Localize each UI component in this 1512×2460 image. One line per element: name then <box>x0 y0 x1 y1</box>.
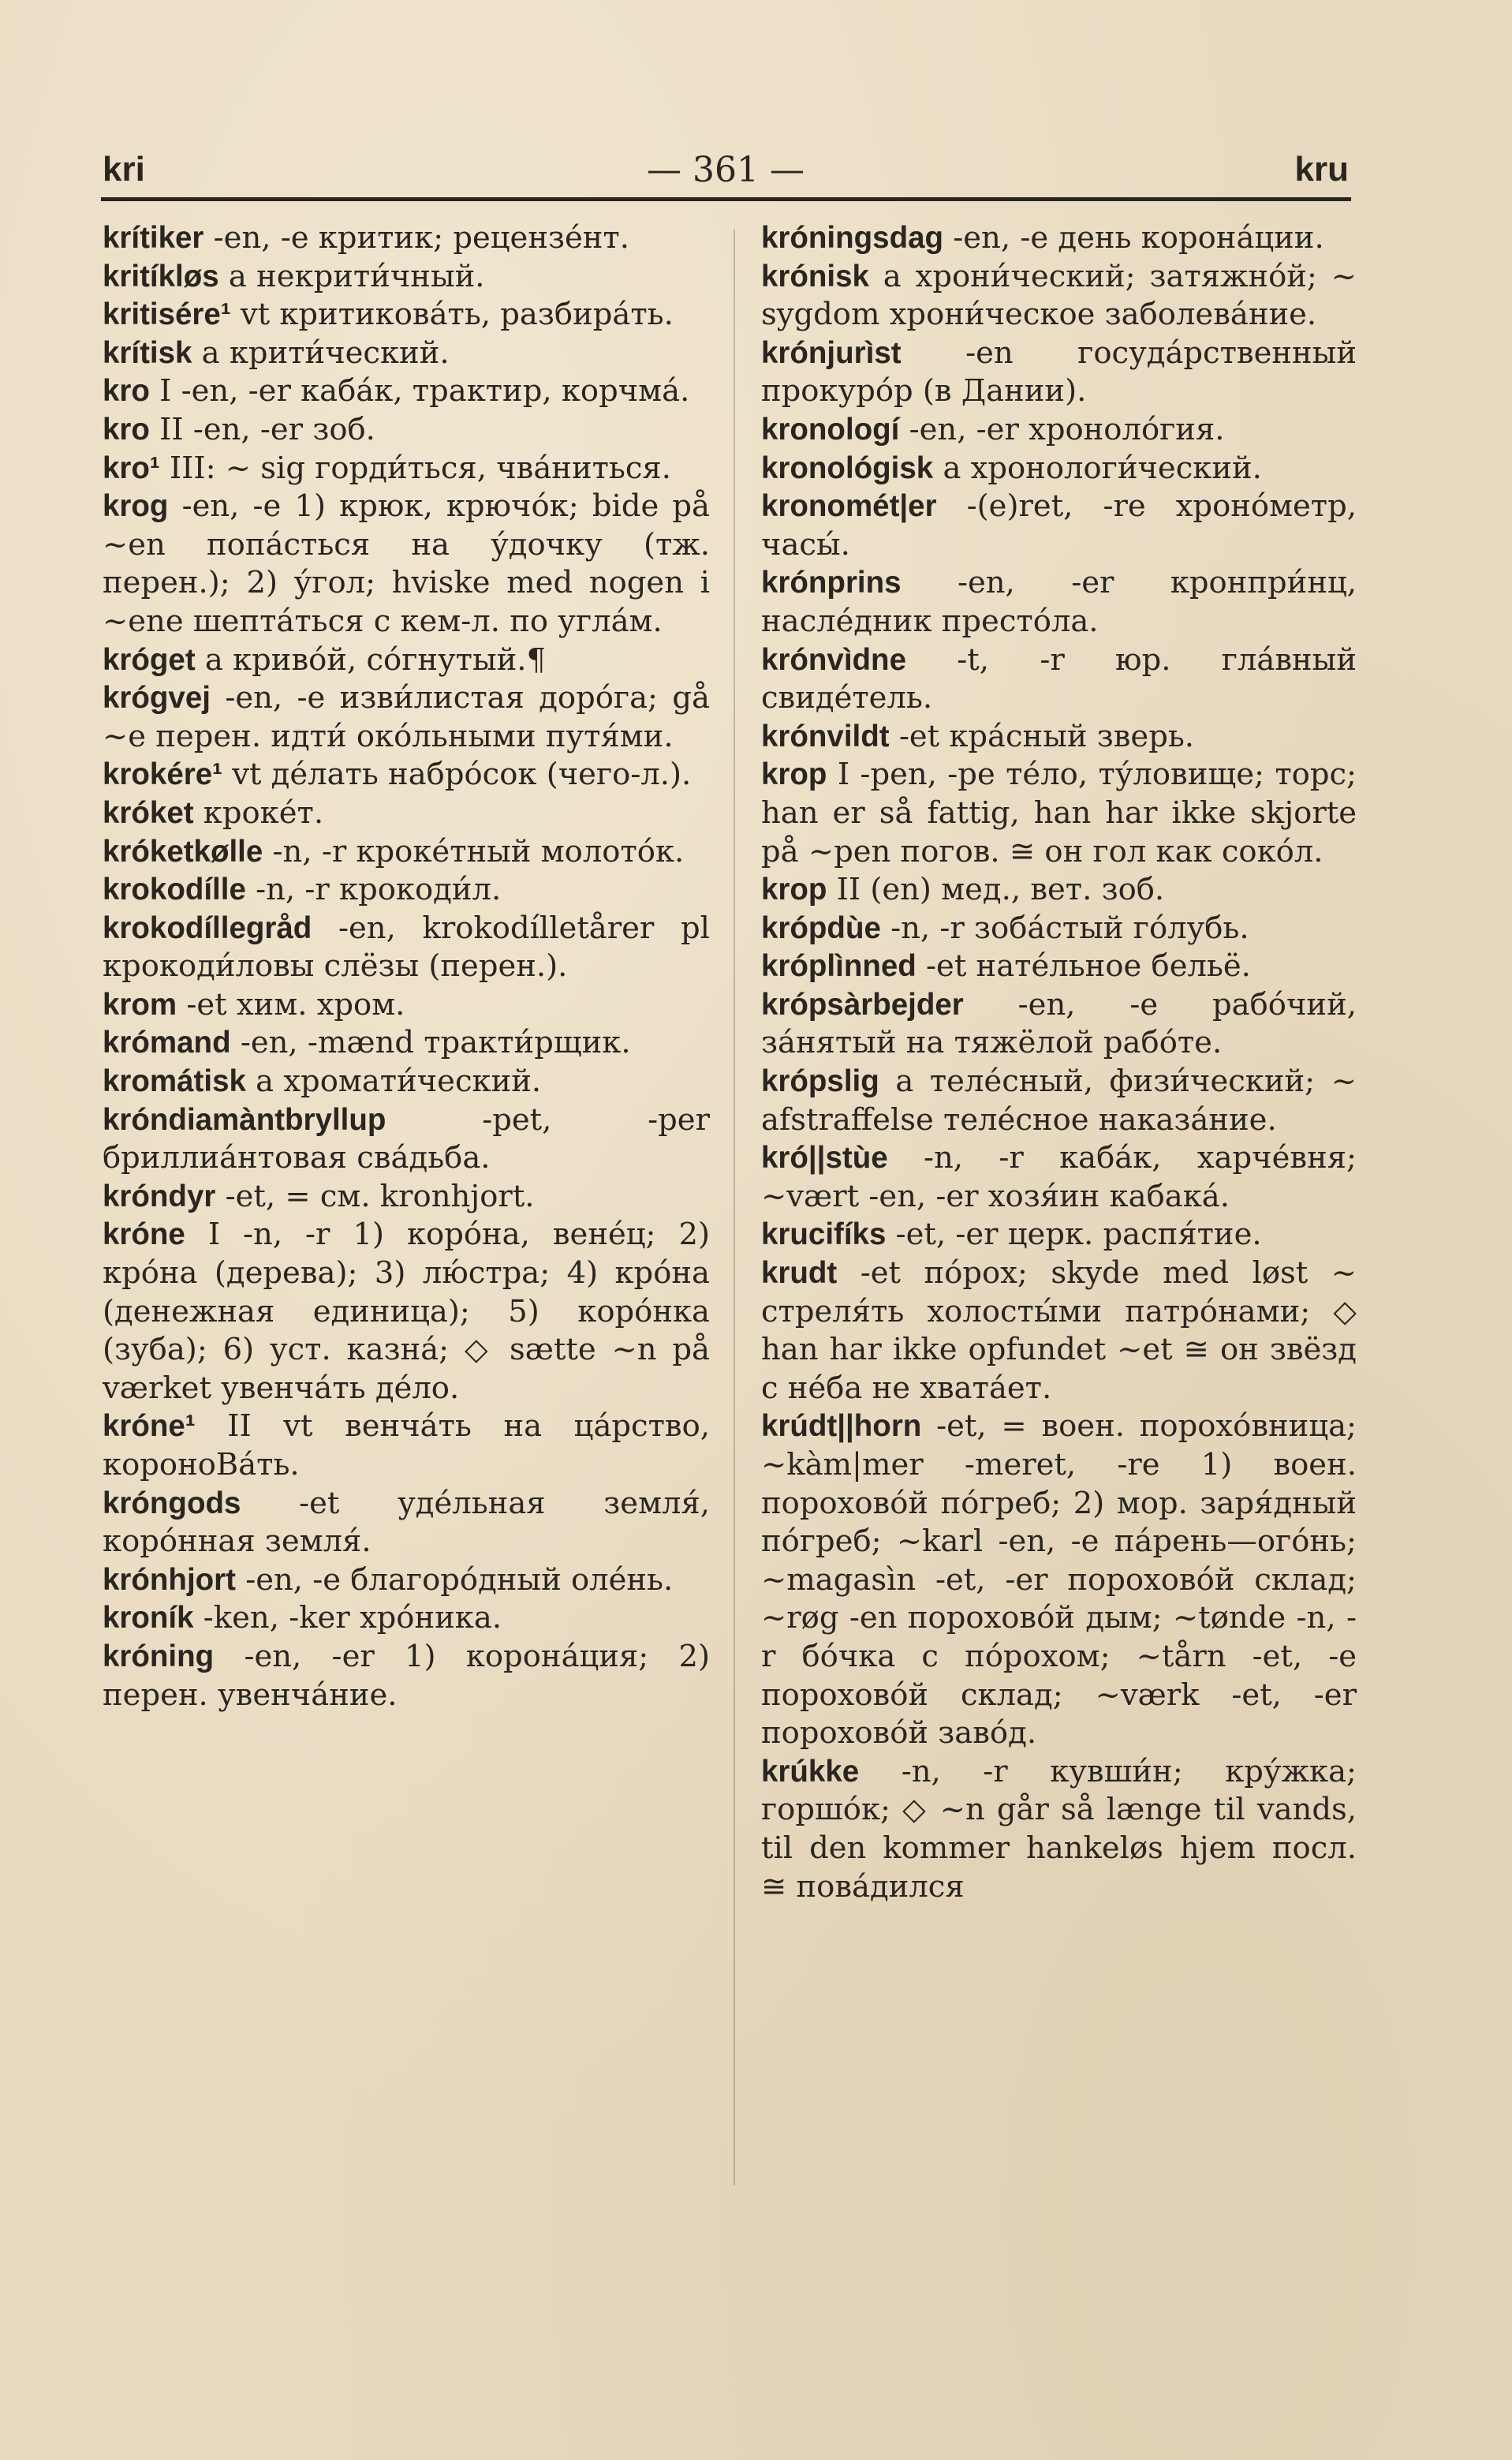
entry-headword: krúdt||horn <box>761 1409 922 1444</box>
entry-headword: kroník <box>103 1601 194 1636</box>
entry-headword: krónjurìst <box>761 335 902 370</box>
dictionary-entry <box>761 450 1357 488</box>
dictionary-entry <box>761 641 1357 718</box>
entry-definition: -et уде́льная земля́, коро́нная земля́. <box>103 1485 710 1560</box>
dictionary-entry <box>103 335 710 373</box>
dictionary-entry <box>761 1408 1357 1752</box>
entry-definition: a хронологи́ческий. <box>933 450 1262 486</box>
entry-headword: krónisk <box>761 259 869 293</box>
entry-headword: króget <box>103 642 196 677</box>
entry-definition: -en, -er хроноло́гия. <box>899 411 1225 447</box>
entry-definition: a теле́сный, физи́ческий; ~ afstraffelse теле́сное наказа́ние. <box>761 1064 1357 1138</box>
dictionary-entry <box>103 1638 710 1714</box>
entry-headword: kritisére¹ <box>103 297 231 332</box>
entry-definition: -n, -r зоба́стый го́лубь. <box>880 910 1249 946</box>
entry-definition: -et хим. хром. <box>177 986 405 1023</box>
dictionary-entry <box>103 794 710 833</box>
dictionary-entry <box>761 219 1357 258</box>
dictionary-entry <box>103 488 710 641</box>
dictionary-entry <box>103 1063 710 1101</box>
entry-definition: II -en, -er зоб. <box>149 411 375 447</box>
entry-headword: króndyr <box>103 1179 216 1213</box>
entry-definition: III: ~ sig горди́ться, чва́ниться. <box>159 450 671 486</box>
entry-headword: krómand <box>103 1026 231 1060</box>
entry-definition: -n, -r кроке́тный молото́к. <box>263 833 685 869</box>
entry-definition: -et натéльное бельё. <box>916 948 1251 985</box>
header-left-guideword: kri <box>103 150 145 189</box>
entry-headword: króngods <box>103 1486 241 1520</box>
entry-definition: I -n, -r 1) коро́на, вене́ц; 2) кро́на (дерева); 3) лю́стра; 4) кро́на (денежная единица); 5) коро́нка (зуба); 6) уст. казна́; ◇ sætte ~n på værket увенча́ть де́ло. <box>103 1217 710 1406</box>
dictionary-entry <box>103 986 710 1025</box>
entry-definition: -et по́рох; skyde med løst ~ стреля́ть холосты́ми патро́нами; ◇ han har ikke opfundet ~et ≅ он звёзд с не́ба не хвата́ет. <box>761 1255 1357 1406</box>
dictionary-entry <box>103 871 710 910</box>
entry-definition: a хрони́ческий; затяжно́й; ~ sygdom хрони́ческое заболева́ние. <box>761 258 1357 333</box>
entry-definition: -en, -e благоро́дный оле́нь. <box>235 1561 674 1598</box>
dictionary-entry <box>103 450 710 488</box>
dictionary-entry <box>761 871 1357 910</box>
entry-headword: króplìnned <box>761 949 917 984</box>
entry-definition: I -pen, -pe те́ло, ту́ловище; торс; han er så fattig, han har ikke skjorte på ~pen погов. ≅ он гол как соко́л. <box>761 757 1357 869</box>
entry-definition: I -en, -er каба́к, трактир, корчма́. <box>149 373 690 409</box>
entry-definition: -et, = воен. порохо́вница; ~kàm|mer -meret, -re 1) воен. порохово́й по́греб; 2) мор. заря́дный по́греб; ~karl -en, -e па́рень—ого́нь; ~magasìn -et, -er порохово́й склад; ~røg -en порохово́й дым; ~tønde -n, -r бо́чка с по́рохом; ~tårn -et, -e порохово́й склад; ~værk -et, -er порохово́й заво́д. <box>761 1408 1357 1752</box>
header-rule <box>101 197 1351 201</box>
entry-definition: -n, -r кувши́н; кру́жка; горшо́к; ◇ ~n går så længe til vands, til den kommer hankeløs hjem посл. ≅ пова́дился <box>761 1753 1357 1905</box>
dictionary-entry <box>103 1101 710 1178</box>
entry-definition: vt критикова́ть, разбира́ть. <box>230 297 674 333</box>
dictionary-entry <box>761 258 1357 335</box>
entry-headword: kronologí <box>761 412 900 447</box>
dictionary-entry <box>103 679 710 756</box>
entry-definition: -en госуда́рственный прокуро́р (в Дании). <box>761 335 1357 409</box>
header-right-guideword: kru <box>1294 150 1349 189</box>
entry-headword: krópdùe <box>761 910 881 945</box>
entry-definition: -en, -er кронпри́нц, насле́дник престо́ла. <box>761 565 1357 639</box>
entry-headword: krópslig <box>761 1064 879 1099</box>
entry-headword: kritíkløs <box>103 259 219 293</box>
entry-definition: -en, -e день корона́ции. <box>943 220 1324 256</box>
dictionary-entry <box>103 258 710 297</box>
entry-headword: kro <box>103 374 150 409</box>
dictionary-entry <box>761 1063 1357 1139</box>
dictionary-entry <box>103 1561 710 1600</box>
dictionary-entry <box>761 756 1357 871</box>
entry-definition: a некрити́чный. <box>218 258 485 294</box>
dictionary-entry <box>761 910 1357 948</box>
entry-headword: króndiamàntbryllup <box>103 1102 386 1137</box>
entry-headword: krítiker <box>103 221 204 255</box>
entry-definition: II (en) мед., вет. зоб. <box>827 872 1165 908</box>
entry-definition: -(e)ret, -re хроно́метр, часы́. <box>761 488 1357 563</box>
entry-headword: krokodíllegråd <box>103 910 312 945</box>
entry-headword: króne¹ <box>103 1409 196 1444</box>
entry-headword: króningsdag <box>761 221 944 255</box>
dictionary-entry <box>761 1139 1357 1216</box>
page-header <box>103 150 1349 197</box>
entry-headword: krópsàrbejder <box>761 987 964 1022</box>
dictionary-entry <box>761 1254 1357 1408</box>
entry-headword: krónprins <box>761 566 902 600</box>
dictionary-entry <box>761 335 1357 411</box>
entry-definition: -en, -er 1) корона́ция; 2) перен. увенча́ние. <box>103 1638 710 1713</box>
entry-headword: kro¹ <box>103 451 160 485</box>
dictionary-entry <box>103 411 710 450</box>
entry-definition: vt де́лать набро́сок (чего-л.). <box>222 757 692 793</box>
entry-headword: krog <box>103 489 169 524</box>
entry-headword: kronológisk <box>761 451 934 485</box>
entry-definition: a хромати́ческий. <box>245 1064 542 1100</box>
column-divider <box>734 229 735 2185</box>
dictionary-entry <box>103 1024 710 1063</box>
dictionary-entry <box>103 296 710 335</box>
entry-headword: krucifíks <box>761 1217 887 1252</box>
entry-definition: II vt венча́ть на ца́рство, короноВа́ть. <box>103 1408 710 1482</box>
dictionary-entry <box>761 564 1357 641</box>
dictionary-entry <box>103 910 710 986</box>
entry-definition: -et, -er церк. распя́тие. <box>886 1217 1262 1253</box>
entry-definition: -en, -e изви́листая доро́га; gå ~e перен. идти́ око́льными путя́ми. <box>103 680 710 754</box>
entry-headword: króket <box>103 795 194 830</box>
entry-headword: krokére¹ <box>103 757 222 792</box>
entry-headword: krom <box>103 987 177 1022</box>
entry-headword: krokodílle <box>103 873 246 907</box>
dictionary-entry <box>103 219 710 258</box>
entry-definition: a криво́й, со́гнутый.¶ <box>195 641 547 678</box>
entry-definition: -en, -mænd тракти́рщик. <box>230 1025 631 1061</box>
dictionary-entry <box>761 718 1357 757</box>
dictionary-entry <box>103 372 710 411</box>
dictionary-entry <box>103 1485 710 1561</box>
right-column <box>761 219 1357 1906</box>
entry-headword: króketkølle <box>103 834 263 869</box>
dictionary-entry <box>103 1408 710 1484</box>
dictionary-entry <box>761 1216 1357 1254</box>
entry-headword: kró||stùe <box>761 1141 888 1176</box>
entry-headword: krónvìdne <box>761 642 906 677</box>
entry-headword: krónvildt <box>761 719 890 753</box>
entry-headword: kronomét|er <box>761 489 937 524</box>
entry-headword: króne <box>103 1217 185 1252</box>
entry-headword: kromátisk <box>103 1064 246 1099</box>
dictionary-entry <box>761 1753 1357 1906</box>
dictionary-entry <box>761 986 1357 1063</box>
entry-definition: -et кра́сный зверь. <box>889 718 1195 754</box>
page-number: — 361 — <box>647 150 805 190</box>
entry-definition: a крити́ческий. <box>192 335 450 371</box>
entry-headword: kro <box>103 412 150 447</box>
dictionary-entry <box>103 1599 710 1638</box>
dictionary-entry <box>103 1178 710 1217</box>
entry-headword: krudt <box>761 1256 838 1291</box>
entry-definition: -n, -r крокоди́л. <box>245 872 502 908</box>
entry-definition: -et, = см. kronhjort. <box>215 1178 535 1214</box>
dictionary-entry <box>103 641 710 680</box>
left-column <box>103 219 710 1714</box>
entry-definition: -n, -r каба́к, харче́вня; ~vært -en, -er хозя́ин кабака́. <box>761 1140 1357 1214</box>
entry-definition: кроке́т. <box>193 794 324 831</box>
dictionary-entry <box>103 833 710 872</box>
entry-definition: -en, -e критик; рецензе́нт. <box>203 220 629 256</box>
entry-definition: -en, krokodílletårer pl крокоди́ловы слёзы (перен.). <box>103 910 710 985</box>
entry-definition: -pet, -per бриллиа́нтовая сва́дьба. <box>103 1101 710 1176</box>
entry-headword: króning <box>103 1639 215 1673</box>
entry-headword: krop <box>761 873 827 907</box>
entry-headword: krop <box>761 757 827 792</box>
entry-headword: krógvej <box>103 681 211 716</box>
dictionary-entry <box>761 411 1357 450</box>
dictionary-entry <box>761 488 1357 564</box>
dictionary-entry <box>103 756 710 794</box>
entry-headword: krónhjort <box>103 1562 236 1597</box>
entry-definition: -en, -e 1) крюк, крючо́к; bide på ~en попа́сться на у́дочку (тж. перен.); 2) у́гол; hviske med nogen i ~ene шепта́ться с кем-л. по угла́м. <box>103 488 710 639</box>
entry-headword: krítisk <box>103 335 192 370</box>
dictionary-entry <box>103 1216 710 1408</box>
entry-definition: -t, -r юр. гла́вный свиде́тель. <box>761 641 1357 716</box>
entry-definition: -ken, -ker хро́ника. <box>193 1600 502 1636</box>
entry-definition: -en, -e рабо́чий, за́нятый на тяжёлой рабо́те. <box>761 986 1357 1061</box>
entry-headword: krúkke <box>761 1754 860 1789</box>
dictionary-entry <box>761 948 1357 986</box>
